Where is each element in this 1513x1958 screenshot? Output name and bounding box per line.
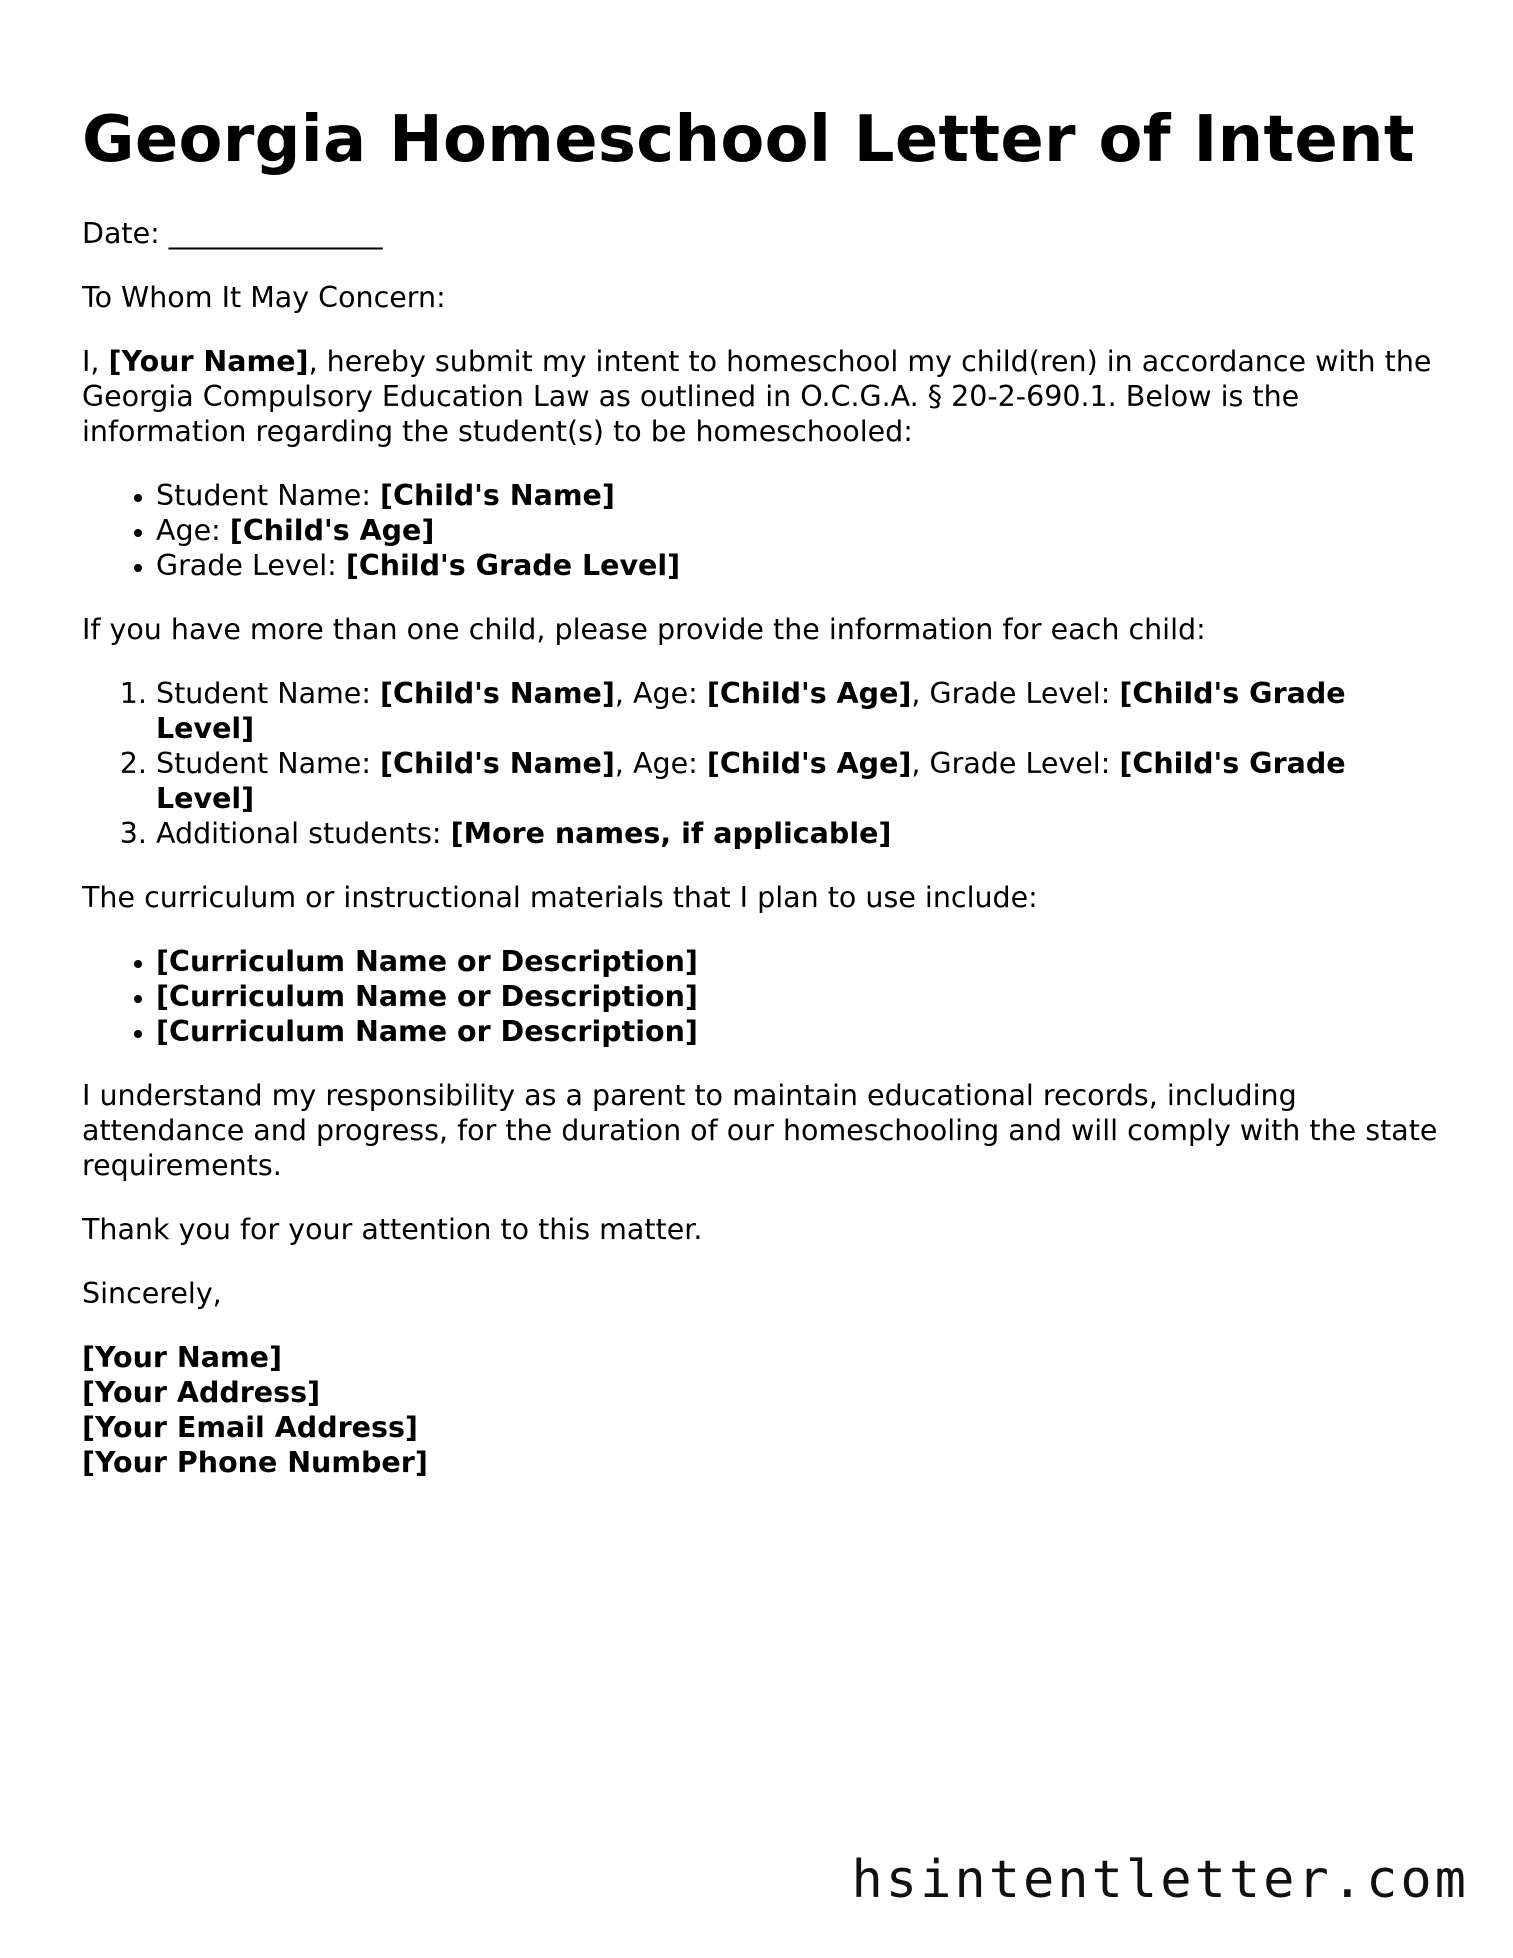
student-name-placeholder: [Child's Name] (380, 747, 615, 780)
additional-students-label: Additional students: (156, 817, 451, 850)
curriculum-placeholder: [Curriculum Name or Description] (156, 945, 698, 978)
age-label: Age: (156, 514, 230, 547)
curriculum-list (82, 944, 1442, 1049)
list-item (156, 548, 1442, 583)
list-item (156, 816, 1442, 851)
additional-students-placeholder: [More names, if applicable] (450, 817, 892, 850)
responsibility-paragraph: I understand my responsibility as a parent to maintain educational records, including attendance and progress, for the duration of our homeschooling and will comply with the state requirements. (82, 1079, 1438, 1182)
list-item (156, 1014, 1442, 1049)
grade-placeholder: [Child's Grade Level] (345, 549, 681, 582)
curriculum-placeholder: [Curriculum Name or Description] (156, 1015, 698, 1048)
signature-address: [Your Address] (82, 1376, 321, 1409)
letter-page (82, 100, 1442, 1480)
intro-paragraph (82, 344, 1442, 449)
signature-block (82, 1340, 1442, 1480)
salutation: To Whom It May Concern: (82, 281, 446, 314)
your-name-placeholder: [Your Name] (108, 345, 309, 378)
age-label: , Age: (614, 677, 707, 710)
list-item (156, 676, 1442, 746)
age-placeholder: [Child's Age] (706, 747, 912, 780)
student-name-label: Student Name: (156, 677, 380, 710)
site-watermark: hsintentletter.com (851, 1850, 1469, 1910)
list-item (156, 513, 1442, 548)
list-item (156, 979, 1442, 1014)
list-item (156, 746, 1442, 816)
curriculum-placeholder: [Curriculum Name or Description] (156, 980, 698, 1013)
multi-child-list (82, 676, 1442, 851)
list-item (156, 478, 1442, 513)
grade-label: Grade Level: (156, 549, 346, 582)
grade-label: , Grade Level: (911, 747, 1120, 780)
student-name-placeholder: [Child's Name] (380, 479, 615, 512)
student-name-placeholder: [Child's Name] (380, 677, 615, 710)
list-item (156, 944, 1442, 979)
age-placeholder: [Child's Age] (229, 514, 435, 547)
age-label: , Age: (614, 747, 707, 780)
page-title: Georgia Homeschool Letter of Intent (82, 103, 1415, 177)
signature-phone: [Your Phone Number] (82, 1446, 428, 1479)
age-placeholder: [Child's Age] (706, 677, 912, 710)
student-name-label: Student Name: (156, 479, 380, 512)
curriculum-intro: The curriculum or instructional materials that I plan to use include: (82, 881, 1038, 914)
student-info-list (82, 478, 1442, 583)
intro-prefix: I, (82, 345, 109, 378)
date-line: Date: _______________ (82, 217, 383, 250)
signature-email: [Your Email Address] (82, 1411, 418, 1444)
grade-label: , Grade Level: (911, 677, 1120, 710)
student-name-label: Student Name: (156, 747, 380, 780)
grade-placeholder: [Child's Grade Level] (156, 677, 1346, 745)
grade-placeholder: [Child's Grade Level] (156, 747, 1346, 815)
multi-child-intro: If you have more than one child, please provide the information for each child: (82, 613, 1206, 646)
thanks-paragraph: Thank you for your attention to this matter. (82, 1213, 703, 1246)
signature-name: [Your Name] (82, 1341, 283, 1374)
closing: Sincerely, (82, 1277, 222, 1310)
intro-text: , hereby submit my intent to homeschool my child(ren) in accordance with the Georgia Compulsory Education Law as outlined in O.C.G.A. § 20-2-690.1. Below is the information regarding the student(s) to be homeschooled: (82, 345, 1432, 448)
